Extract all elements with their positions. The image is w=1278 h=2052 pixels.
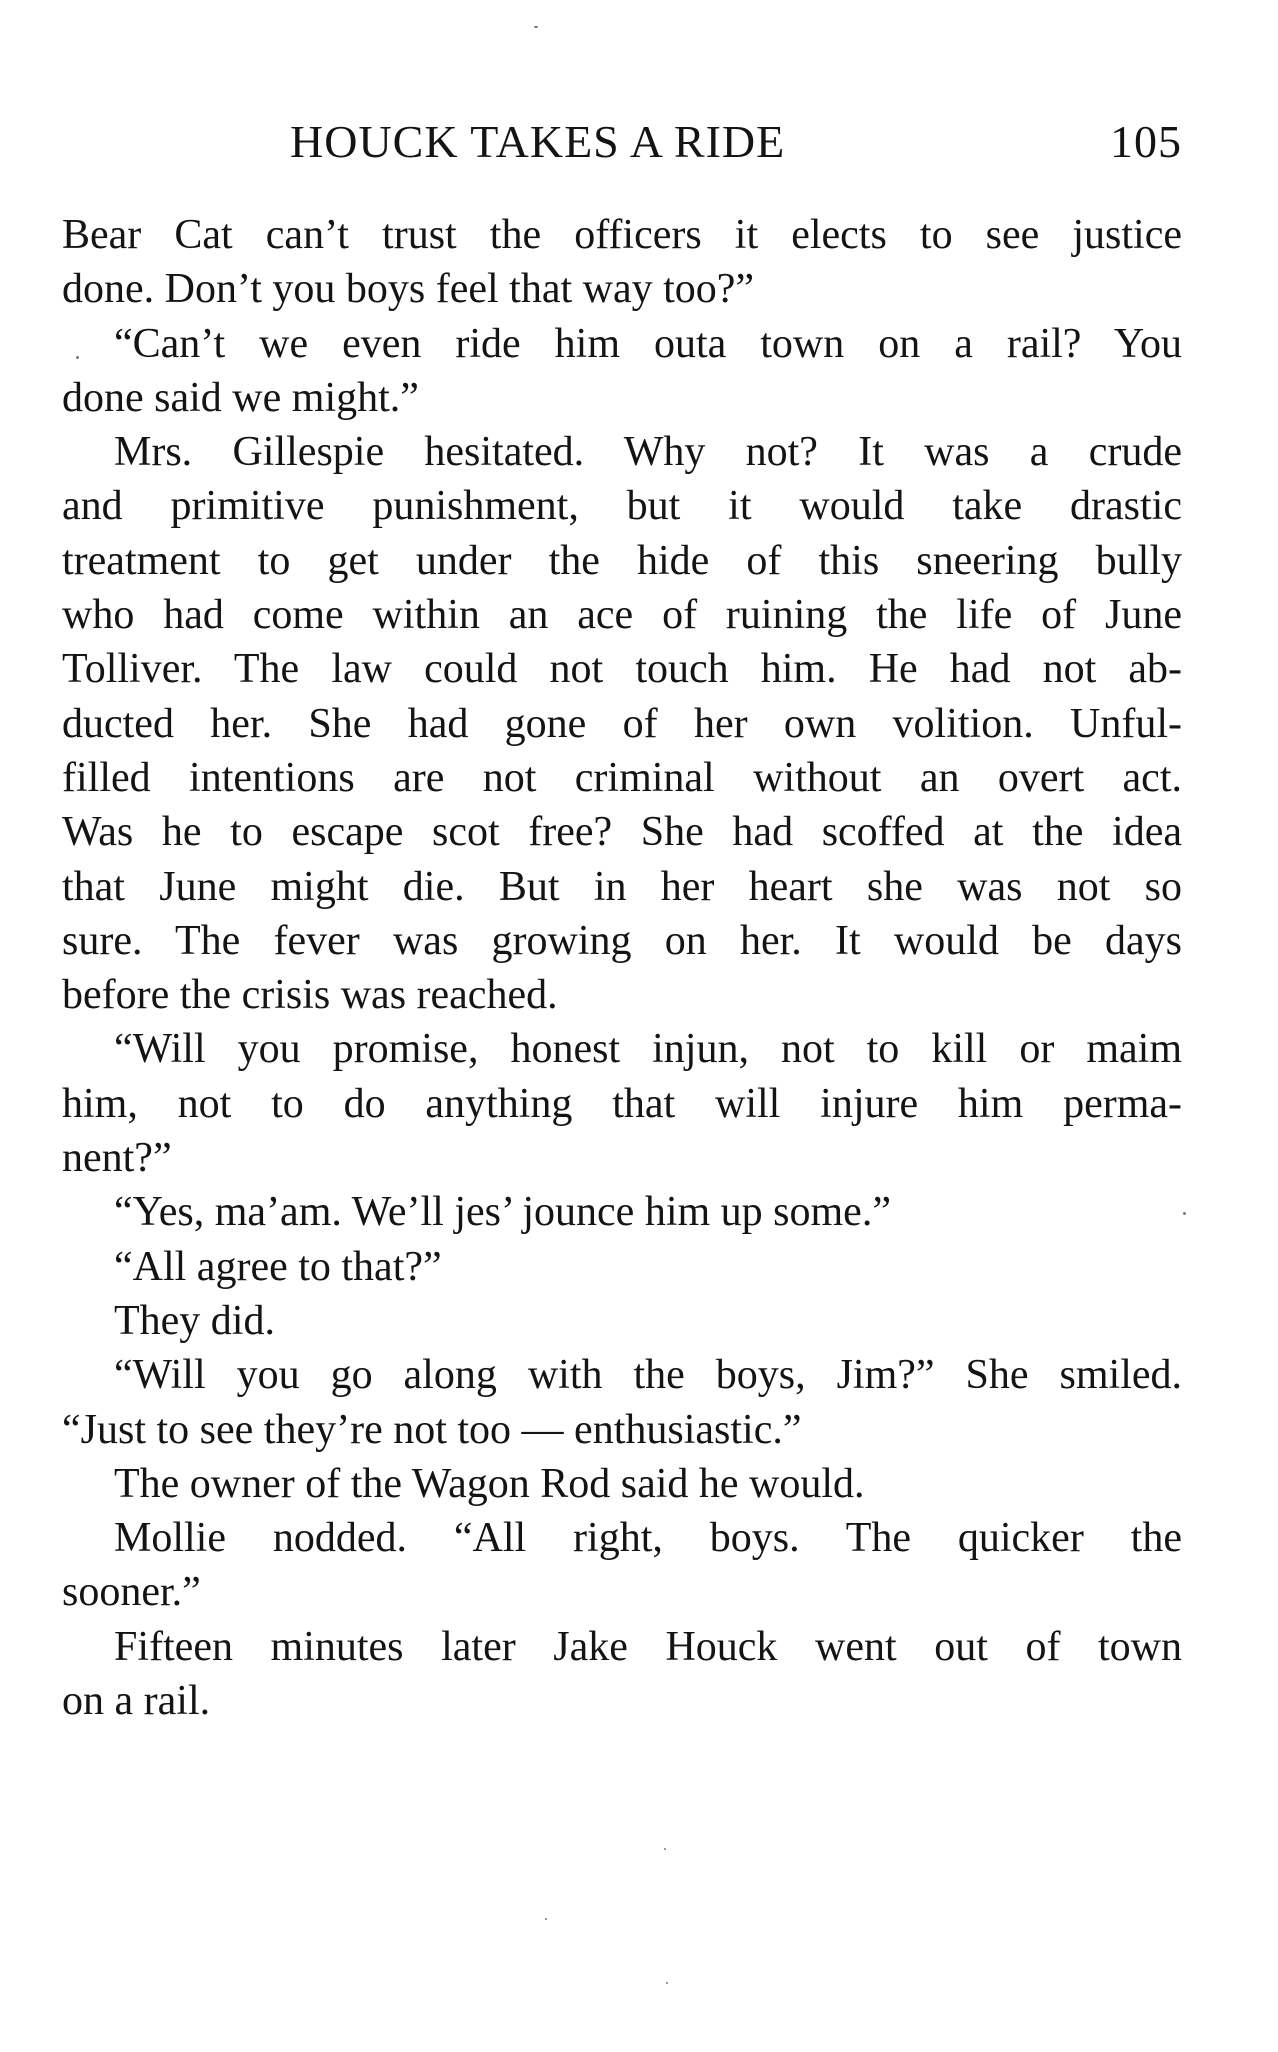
text-line: “Yes, ma’am. We’ll jes’ jounce him up some.” bbox=[114, 1189, 891, 1236]
text-line: sure. The fever was growing on her. It would be days bbox=[62, 917, 1182, 964]
page-number: 105 bbox=[1110, 116, 1182, 167]
text-line: “Will you go along with the boys, Jim?” She smiled. bbox=[114, 1352, 1182, 1399]
text-line: The owner of the Wagon Rod said he would. bbox=[114, 1460, 865, 1507]
text-line: Bear Cat can’t trust the officers it elects to see justice bbox=[62, 212, 1182, 258]
text-line: treatment to get under the hide of this sneering bully bbox=[62, 537, 1182, 584]
text-line: done. Don’t you boys feel that way too?” bbox=[62, 266, 755, 313]
scan-speck bbox=[666, 1982, 668, 1984]
text-line: Fifteen minutes later Jake Houck went out of town bbox=[114, 1623, 1182, 1670]
text-line: Tolliver. The law could not touch him. He had not ab- bbox=[62, 646, 1182, 693]
text-line: “Just to see they’re not too — enthusiastic.” bbox=[62, 1406, 802, 1453]
text-line: Mrs. Gillespie hesitated. Why not? It was a crude bbox=[114, 429, 1182, 476]
scan-speck bbox=[545, 1918, 547, 1920]
text-line: “Can’t we even ride him outa town on a rail? You bbox=[114, 320, 1182, 367]
text-line: him, not to do anything that will injure him perma- bbox=[62, 1080, 1182, 1127]
scan-speck bbox=[534, 26, 538, 28]
text-line: done said we might.” bbox=[62, 374, 419, 421]
scan-speck bbox=[664, 1848, 666, 1850]
body-text bbox=[62, 208, 1182, 1728]
scan-speck bbox=[76, 356, 79, 359]
text-line: “All agree to that?” bbox=[114, 1243, 442, 1290]
running-title: HOUCK TAKES A RIDE bbox=[290, 116, 786, 167]
text-line: filled intentions are not criminal without an overt act. bbox=[62, 754, 1182, 801]
text-line: Mollie nodded. “All right, boys. The quicker the bbox=[114, 1515, 1182, 1562]
text-line: before the crisis was reached. bbox=[62, 972, 558, 1019]
scan-speck bbox=[1183, 1212, 1186, 1215]
text-line: ducted her. She had gone of her own volition. Unful- bbox=[62, 700, 1182, 747]
text-line: nent?” bbox=[62, 1135, 172, 1182]
text-line: sooner.” bbox=[62, 1569, 201, 1616]
text-line: “Will you promise, honest injun, not to kill or maim bbox=[114, 1026, 1182, 1073]
text-line: on a rail. bbox=[62, 1678, 211, 1725]
running-head bbox=[62, 112, 1182, 172]
text-line: They did. bbox=[114, 1297, 275, 1344]
text-line: who had come within an ace of ruining the life of June bbox=[62, 592, 1182, 639]
text-line: Was he to escape scot free? She had scoffed at the idea bbox=[62, 809, 1182, 856]
text-line: and primitive punishment, but it would take drastic bbox=[62, 483, 1182, 530]
text-line: that June might die. But in her heart she was not so bbox=[62, 863, 1182, 910]
